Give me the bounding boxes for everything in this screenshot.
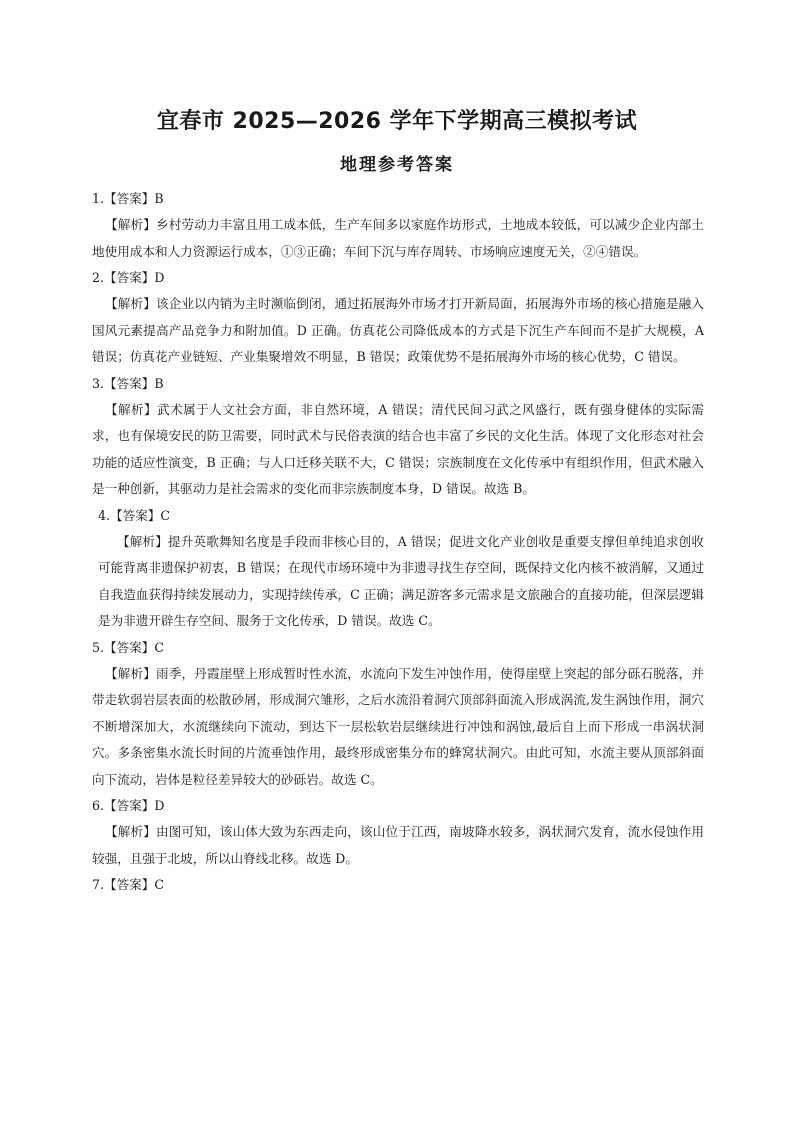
explanation: 【解析】提升英歌舞知名度是手段而非核心目的，A 错误；促进文化产业创收是重要支撑但单纯追求创收可能背离非遗保护初衷，B 错误；在现代市场环境中为非遗寻找生存空间，既保持文化内核不被消解，又通过自我造血获得持续发展动力，实现持续传承，C 正确；满足游客多元需求是文旅融合的直接功能，但深层逻辑是为非遗开辟生存空间、服务于文化传承，D 错误。故选 C。 bbox=[98, 533, 704, 628]
explanation: 【解析】由图可知，该山体大致为东西走向，该山位于江西，南坡降水较多，涡状洞穴发育，流水侵蚀作用较强，且强于北坡，所以山脊线北移。故选 D。 bbox=[92, 824, 704, 866]
question-7 bbox=[92, 872, 704, 898]
explanation: 【解析】该企业以内销为主时濒临倒闭，通过拓展海外市场才打开新局面，拓展海外市场的核心措施是融入国风元素提高产品竞争力和附加值。D 正确。仿真花公司降低成本的方式是下沉生产车间而不是扩大规模，A 错误；仿真花产业链短、产业集聚增效不明显，B 错误；政策优势不是拓展海外市场的核心优势，C 错误。 bbox=[92, 296, 704, 364]
answer-line: 5.【答案】C bbox=[92, 639, 165, 655]
question-4 bbox=[92, 503, 704, 635]
question-1 bbox=[92, 186, 704, 265]
answer-line: 2.【答案】D bbox=[92, 270, 165, 285]
answer-line: 3.【答案】B bbox=[92, 375, 164, 391]
answer-line: 1.【答案】B bbox=[92, 191, 164, 206]
answer-line: 4.【答案】C bbox=[98, 507, 171, 523]
question-2 bbox=[92, 265, 704, 371]
answer-line: 6.【答案】D bbox=[92, 798, 165, 813]
answer-key-subtitle: 地理参考答案 bbox=[340, 155, 454, 175]
explanation: 【解析】乡村劳动力丰富且用工成本低，生产车间多以家庭作坊形式，土地成本较低，可以减少企业内部土地使用成本和人力资源运行成本，①③正确；车间下沉与库存周转、市场响应速度无关，②④错误。 bbox=[92, 217, 704, 259]
question-6 bbox=[92, 793, 704, 872]
question-3 bbox=[92, 371, 704, 503]
explanation: 【解析】雨季，丹霞崖壁上形成暂时性水流，水流向下发生冲蚀作用，使得崖壁上突起的部分砾石脱落，并带走软弱岩层表面的松散砂屑，形成洞穴雏形，之后水流沿着洞穴顶部斜面流入形成涡流,发生涡蚀作用，洞穴不断增深加大，水流继续向下流动，到达下一层松软岩层继续进行冲蚀和涡蚀,最后自上而下形成一串涡状洞穴。多条密集水流长时间的片流垂蚀作用，最终形成密集分布的蜂窝状洞穴。由此可知，水流主要从顶部斜面向下流动，岩体是粒径差异较大的砂砾岩。故选 C。 bbox=[92, 665, 704, 787]
explanation: 【解析】武术属于人文社会方面，非自然环境，A 错误；清代民间习武之风盛行，既有强身健体的实际需求，也有保境安民的防卫需要，同时武术与民俗表演的结合也丰富了乡民的文化生活。体现了文化形态对社会功能的适应性演变，B 正确；与人口迁移关联不大，C 错误；宗族制度在文化传承中有组织作用，但武术融入是一种创新，其驱动力是社会需求的变化而非宗族制度本身，D 错误。故选 B。 bbox=[92, 401, 704, 496]
answer-list bbox=[92, 186, 704, 898]
exam-title: 宜春市 2025—2026 学年下学期高三模拟考试 bbox=[156, 109, 638, 134]
question-5 bbox=[92, 635, 704, 794]
answer-line: 7.【答案】C bbox=[92, 877, 165, 892]
